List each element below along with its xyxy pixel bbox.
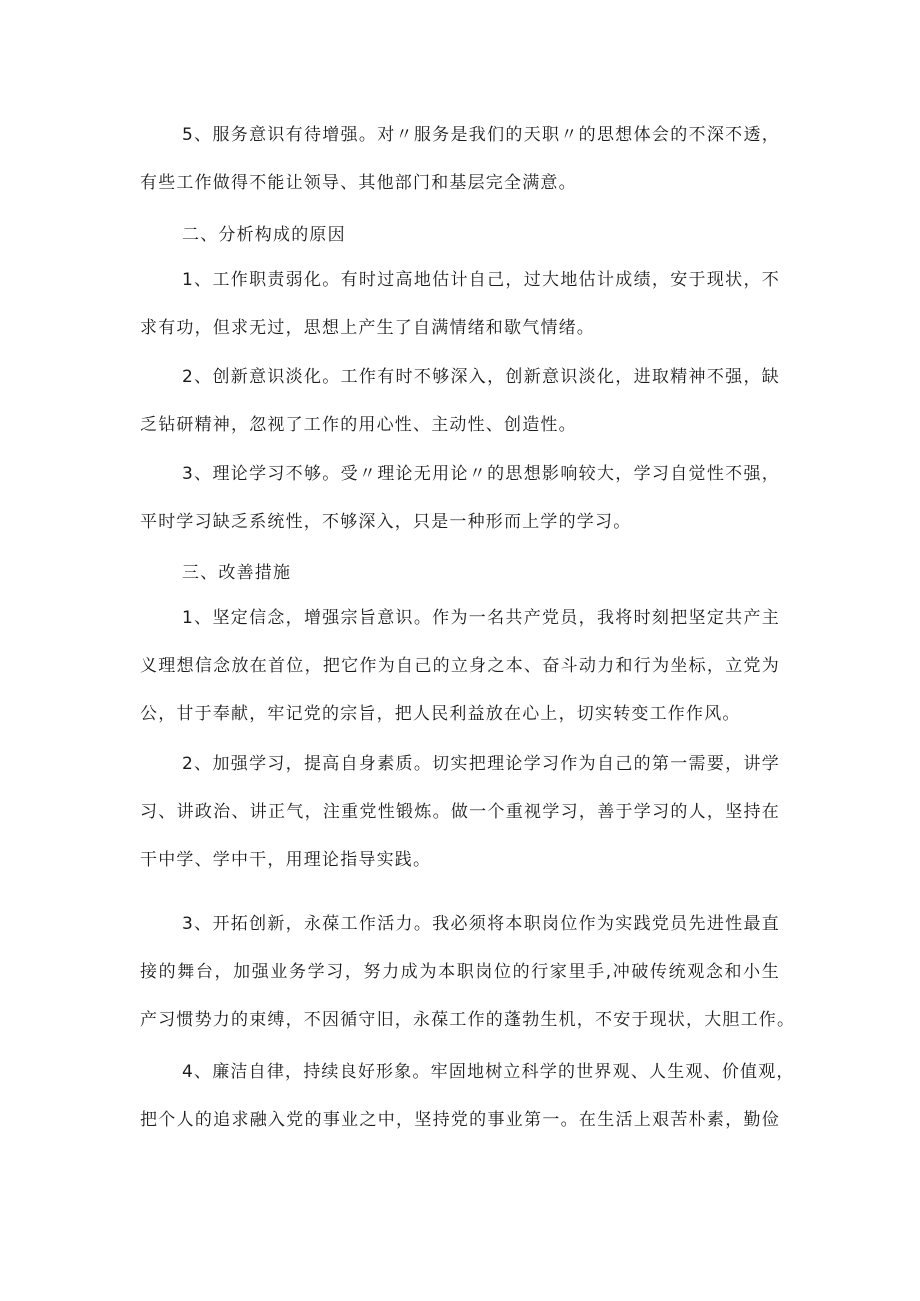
paragraph-line: 平时学习缺乏系统性，不够深入，只是一种形而上学的学习。 [140,512,632,532]
paragraph-line: 义理想信念放在首位，把它作为自己的立身之本、奋斗动力和行为坐标，立党为 [140,656,780,676]
paragraph-line: 2、创新意识淡化。工作有时不够深入，创新意识淡化，进取精神不强，缺 [182,367,780,387]
paragraph-line: 接的舞台，加强业务学习，努力成为本职岗位的行家里手,冲破传统观念和小生 [140,962,780,982]
paragraph-line: 有些工作做得不能让领导、其他部门和基层完全满意。 [140,173,577,193]
paragraph-line: 1、工作职责弱化。有时过高地估计自己，过大地估计成绩，安于现状，不 [182,270,780,290]
paragraph-line: 3、开拓创新，永葆工作活力。我必须将本职岗位作为实践党员先进性最直 [182,914,780,934]
section-heading-improvement: 三、改善措施 [182,563,292,583]
paragraph-line: 3、理论学习不够。受〃理论无用论〃的思想影响较大，学习自觉性不强， [182,464,780,484]
paragraph-line: 把个人的追求融入党的事业之中，坚持党的事业第一。在生活上艰苦朴素，勤俭 [140,1110,780,1130]
paragraph-line: 习、讲政治、讲正气，注重党性锻炼。做一个重视学习，善于学习的人，坚持在 [140,802,780,822]
paragraph-pioneer-innovate [140,900,796,1044]
paragraph-responsibility [140,256,780,352]
paragraph-firm-belief [140,594,780,738]
paragraph-line: 求有功，但求无过，思想上产生了自满情绪和歇气情绪。 [140,318,595,338]
paragraph-service-awareness [140,111,780,207]
paragraph-line: 乏钻研精神，忽视了工作的用心性、主动性、创造性。 [140,415,577,435]
paragraph-line: 产习惯势力的束缚，不因循守旧，永葆工作的蓬勃生机，不安于现状，大胆工作。 [140,1010,796,1030]
paragraph-theory-study [140,450,780,546]
section-heading-cause-analysis: 二、分析构成的原因 [182,225,346,245]
paragraph-line: 5、服务意识有待增强。对〃服务是我们的天职〃的思想体会的不深不透， [182,125,780,145]
paragraph-innovation [140,353,780,449]
paragraph-line: 公，甘于奉献，牢记党的宗旨，把人民利益放在心上，切实转变工作作风。 [140,704,741,724]
paragraph-line: 干中学、学中干，用理论指导实践。 [140,850,432,870]
paragraph-line: 4、廉洁自律，持续良好形象。牢固地树立科学的世界观、人生观、价值观， [182,1062,795,1082]
paragraph-strengthen-study [140,740,780,884]
paragraph-integrity [140,1048,795,1144]
paragraph-line: 2、加强学习，提高自身素质。切实把理论学习作为自己的第一需要，讲学 [182,754,780,774]
paragraph-line: 1、坚定信念，增强宗旨意识。作为一名共产党员，我将时刻把坚定共产主 [182,608,780,628]
